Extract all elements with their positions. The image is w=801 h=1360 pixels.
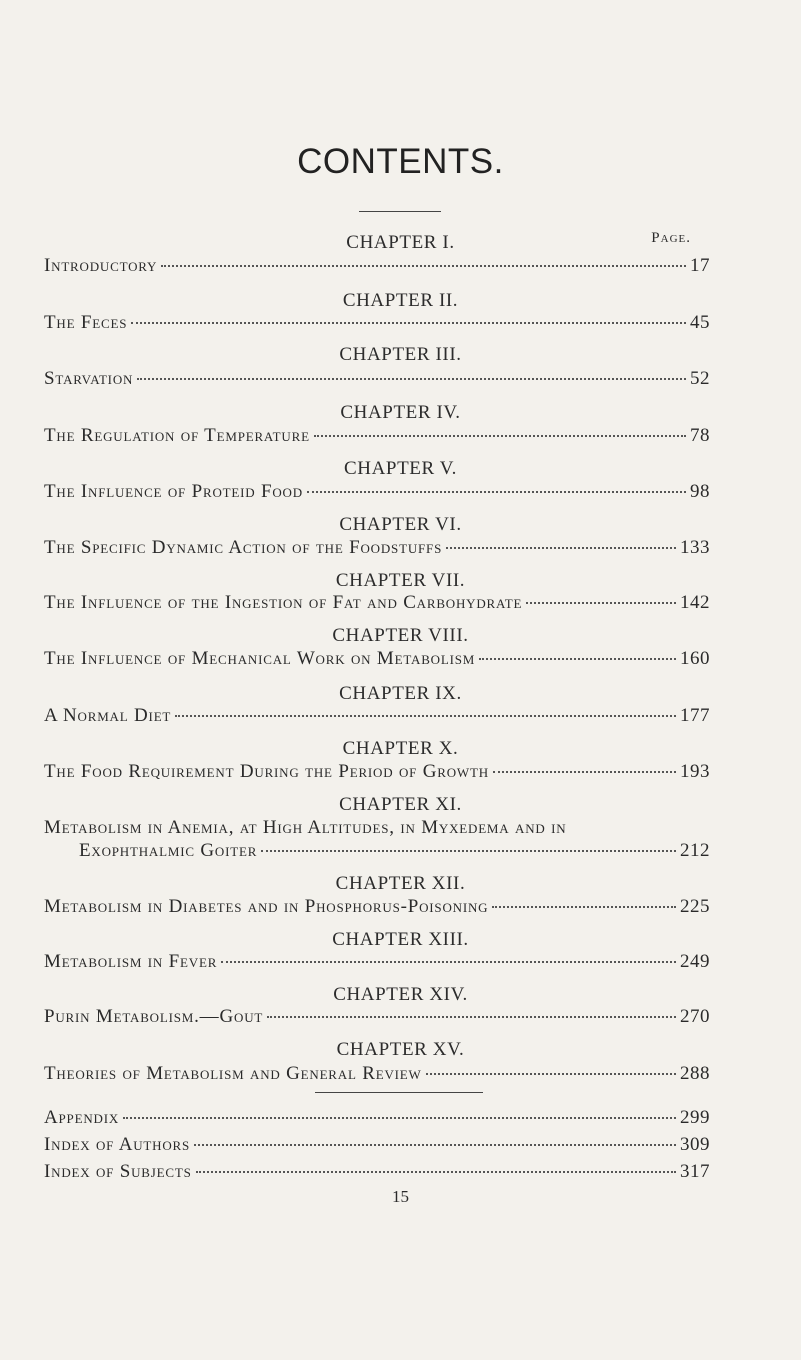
- toc-entry[interactable]: [44, 951, 710, 973]
- entry-page: 133: [680, 537, 710, 558]
- leader-dots: [307, 491, 686, 493]
- leader-dots: [314, 435, 686, 437]
- entry-page: 212: [680, 840, 710, 861]
- toc-entry[interactable]: [44, 368, 710, 390]
- entry-title: The Influence of the Ingestion of Fat and Carbohydrate: [44, 592, 523, 613]
- chapter-heading: CHAPTER III.: [339, 344, 462, 365]
- entry-title: Appendix: [44, 1107, 120, 1128]
- chapter-heading: CHAPTER V.: [344, 458, 457, 479]
- entry-page: 45: [690, 312, 710, 333]
- entry-title: The Influence of Mechanical Work on Metabolism: [44, 648, 476, 669]
- entry-page: 78: [690, 425, 710, 446]
- toc-entry[interactable]: [44, 648, 710, 670]
- chapter-heading: CHAPTER XIV.: [333, 984, 468, 1005]
- chapter-heading: CHAPTER II.: [342, 290, 459, 311]
- entry-title: Index of Subjects: [44, 1161, 192, 1182]
- entry-page: 225: [680, 896, 710, 917]
- leader-dots: [221, 961, 676, 963]
- chapter-heading: CHAPTER XII.: [335, 873, 466, 894]
- leader-dots: [161, 265, 686, 267]
- entry-page: 193: [680, 761, 710, 782]
- leader-dots: [137, 378, 686, 380]
- entry-title-line2: Exophthalmic Goiter: [79, 840, 258, 861]
- leader-dots: [526, 602, 676, 604]
- toc-entry[interactable]: [44, 255, 710, 277]
- page-column-header: Page.: [651, 230, 691, 246]
- chapter-heading: CHAPTER VIII.: [332, 625, 469, 646]
- chapter-heading: CHAPTER IX.: [339, 683, 462, 704]
- chapter-heading: CHAPTER VI.: [339, 514, 462, 535]
- leader-dots: [492, 906, 676, 908]
- entry-page: 177: [680, 705, 710, 726]
- toc-entry[interactable]: [44, 1006, 710, 1028]
- chapter-heading: CHAPTER XIII.: [332, 929, 469, 950]
- entry-title: The Influence of Proteid Food: [44, 481, 303, 502]
- toc-entry[interactable]: [44, 312, 710, 334]
- toc-entry[interactable]: [44, 1063, 710, 1085]
- entry-title: A Normal Diet: [44, 705, 172, 726]
- entry-title: The Regulation of Temperature: [44, 425, 310, 446]
- entry-page: 52: [690, 368, 710, 389]
- entry-title: Metabolism in Diabetes and in Phosphorus-Poisoning: [44, 896, 489, 917]
- entry-page: 249: [680, 951, 710, 972]
- chapter-heading: CHAPTER X.: [342, 738, 459, 759]
- leader-dots: [175, 715, 676, 717]
- leader-dots: [267, 1016, 676, 1018]
- entry-page: 288: [680, 1063, 710, 1084]
- chapter-heading: CHAPTER IV.: [340, 402, 461, 423]
- entry-title: Starvation: [44, 368, 134, 389]
- entry-page: 317: [680, 1161, 710, 1182]
- toc-entry[interactable]: [44, 425, 710, 447]
- entry-title: The Food Requirement During the Period of Growth: [44, 761, 489, 782]
- leader-dots: [261, 850, 676, 852]
- chapter-heading: CHAPTER XI.: [339, 794, 462, 815]
- entry-title: Index of Authors: [44, 1134, 191, 1155]
- toc-entry-appendix[interactable]: [44, 1107, 710, 1129]
- entry-page: 299: [680, 1107, 710, 1128]
- entry-title: Theories of Metabolism and General Review: [44, 1063, 422, 1084]
- title-rule: [359, 211, 441, 212]
- entry-title: The Specific Dynamic Action of the Foodstuffs: [44, 537, 443, 558]
- chapter-heading: CHAPTER XV.: [336, 1039, 465, 1060]
- leader-dots: [493, 771, 676, 773]
- toc-entry[interactable]: [44, 592, 710, 614]
- leader-dots: [479, 658, 676, 660]
- entry-page: 17: [690, 255, 710, 276]
- entry-title-line1[interactable]: Metabolism in Anemia, at High Altitudes, in Myxedema and in: [44, 817, 567, 838]
- leader-dots: [131, 322, 686, 324]
- toc-entry[interactable]: [44, 705, 710, 727]
- entry-page: 270: [680, 1006, 710, 1027]
- section-rule: [315, 1092, 483, 1093]
- leader-dots: [426, 1073, 676, 1075]
- entry-page: 98: [690, 481, 710, 502]
- toc-entry[interactable]: [79, 840, 710, 862]
- leader-dots: [194, 1144, 676, 1146]
- chapter-heading: CHAPTER I.: [346, 232, 455, 253]
- chapter-heading: CHAPTER VII.: [335, 570, 466, 591]
- entry-page: 309: [680, 1134, 710, 1155]
- entry-page: 160: [680, 648, 710, 669]
- entry-title: Purin Metabolism.—Gout: [44, 1006, 264, 1027]
- page-title: CONTENTS.: [297, 142, 504, 181]
- entry-title: The Feces: [44, 312, 128, 333]
- leader-dots: [446, 547, 676, 549]
- page-number: 15: [392, 1187, 409, 1206]
- toc-entry[interactable]: [44, 537, 710, 559]
- entry-page: 142: [680, 592, 710, 613]
- toc-entry-index-subjects[interactable]: [44, 1161, 710, 1183]
- entry-title: Introductory: [44, 255, 158, 276]
- toc-entry[interactable]: [44, 481, 710, 503]
- leader-dots: [196, 1171, 676, 1173]
- entry-title: Metabolism in Fever: [44, 951, 218, 972]
- toc-entry[interactable]: [44, 896, 710, 918]
- toc-entry-index-authors[interactable]: [44, 1134, 710, 1156]
- leader-dots: [123, 1117, 676, 1119]
- toc-entry[interactable]: [44, 761, 710, 783]
